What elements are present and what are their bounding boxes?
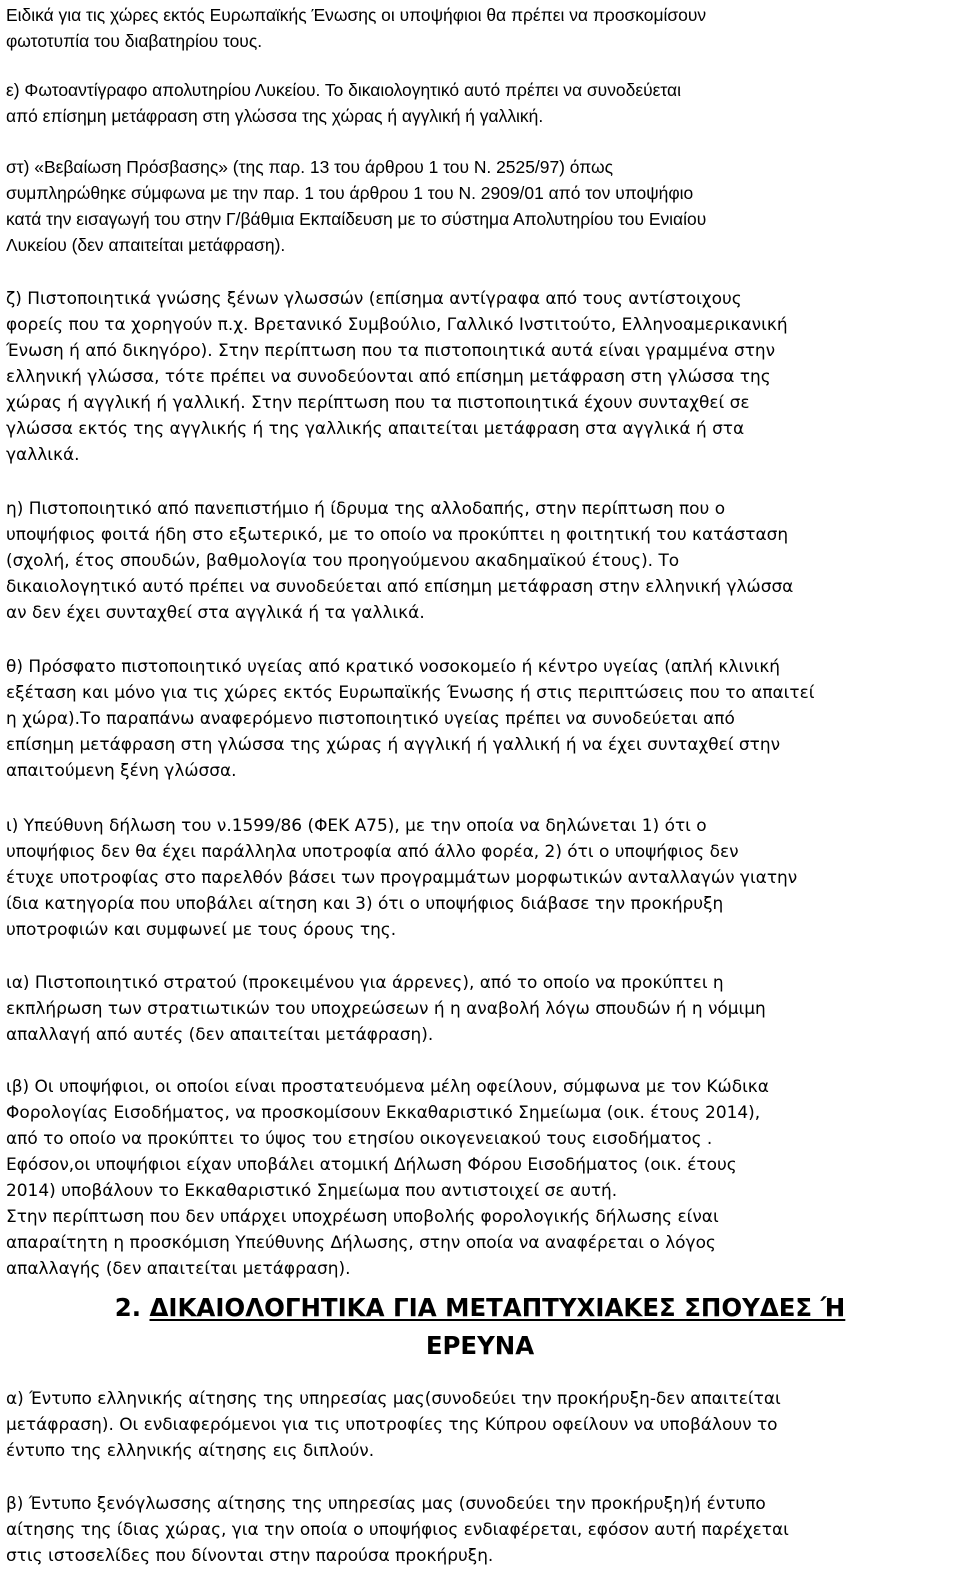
section-heading-postgraduate — [6, 1289, 954, 1365]
text-line: στ) «Βεβαίωση Πρόσβασης» (της παρ. 13 του άρθρου 1 του Ν. 2525/97) όπως — [6, 157, 614, 177]
text-line: εκπλήρωση των στρατιωτικών του υποχρεώσεων ή η αναβολή λόγω σπουδών ή η νόμιμη — [6, 998, 766, 1018]
text-line: ι) Υπεύθυνη δήλωση του ν.1599/86 (ΦΕΚ Α75), με την οποία να δηλώνεται 1) ότι ο — [6, 815, 707, 835]
text-line: δικαιολογητικό αυτό πρέπει να συνοδεύεται από επίσημη μετάφραση στην ελληνική γλώσσα — [6, 576, 794, 596]
paragraph-item-a — [6, 1385, 954, 1463]
text-line: Ειδικά για τις χώρες εκτός Ευρωπαϊκής Ένωσης οι υποψήφιοι θα πρέπει να προσκομίσουν — [6, 5, 707, 25]
text-line: Λυκείου (δεν απαιτείται μετάφραση). — [6, 235, 286, 255]
text-line: υποτροφιών και συμφωνεί με τους όρους της. — [6, 919, 397, 939]
heading-line-2: ΕΡΕΥΝΑ — [425, 1331, 535, 1360]
paragraph-item-th — [6, 653, 954, 783]
text-line: ε) Φωτοαντίγραφο απολυτηρίου Λυκείου. Το δικαιολογητικό αυτό πρέπει να συνοδεύεται — [6, 80, 682, 100]
paragraph-intro-passport — [6, 2, 954, 54]
text-line: απαραίτητη η προσκόμιση Υπεύθυνης Δήλωσης, στην οποία να αναφέρεται ο λόγος — [6, 1232, 716, 1252]
text-line: θ) Πρόσφατο πιστοποιητικό υγείας από κρατικό νοσοκομείο ή κέντρο υγείας (απλή κλινική — [6, 656, 781, 676]
text-line: φορείς που τα χορηγούν π.χ. Βρετανικό Συμβούλιο, Γαλλικό Ινστιτούτο, Ελληνοαμερικανική — [6, 314, 788, 334]
text-line: έντυπο της ελληνικής αίτησης εις διπλούν. — [6, 1440, 375, 1460]
paragraph-item-ib — [6, 1073, 954, 1281]
text-line: γλώσσα εκτός της αγγλικής ή της γαλλικής απαιτείται μετάφραση στα αγγλικά ή στα — [6, 418, 745, 438]
section-number: 2. — [114, 1293, 150, 1322]
text-line: απαλλαγή από αυτές (δεν απαιτείται μετάφραση). — [6, 1024, 434, 1044]
text-line: αίτησης της ίδιας χώρας, για την οποία ο υποψήφιος ενδιαφέρεται, εφόσον αυτή παρέχεται — [6, 1519, 789, 1539]
text-line: Στην περίπτωση που δεν υπάρχει υποχρέωση υποβολής φορολογικής δήλωσης είναι — [6, 1206, 719, 1226]
text-line: αν δεν έχει συνταχθεί στα αγγλικά ή τα γαλλικά. — [6, 602, 425, 622]
text-line: φωτοτυπία του διαβατηρίου τους. — [6, 31, 263, 51]
paragraph-item-st — [6, 154, 954, 258]
text-line: επίσημη μετάφραση στη γλώσσα της χώρας ή αγγλική ή γαλλική ή να έχει συνταχθεί στην — [6, 734, 781, 754]
text-line: (σχολή, έτος σπουδών, βαθμολογία του προηγούμενου ακαδημαϊκού έτους). Το — [6, 550, 680, 570]
text-line: ια) Πιστοποιητικό στρατού (προκειμένου για άρρενες), από το οποίο να προκύπτει η — [6, 972, 724, 992]
paragraph-item-i — [6, 495, 954, 625]
paragraph-item-iota — [6, 812, 954, 942]
text-line: έτυχε υποτροφίας στο παρελθόν βάσει των προγραμμάτων μορφωτικών ανταλλαγών γιατην — [6, 867, 798, 887]
text-line: εξέταση και μόνο για τις χώρες εκτός Ευρωπαϊκής Ένωσης ή στις περιπτώσεις που το απαιτεί — [6, 682, 815, 702]
text-line: α) Έντυπο ελληνικής αίτησης της υπηρεσίας μας(συνοδεύει την προκήρυξη-δεν απαιτείται — [6, 1388, 781, 1408]
text-line: ζ) Πιστοποιητικά γνώσης ξένων γλωσσών (επίσημα αντίγραφα από τους αντίστοιχους — [6, 288, 742, 308]
paragraph-item-b — [6, 1490, 954, 1568]
text-line: η) Πιστοποιητικό από πανεπιστήμιο ή ίδρυμα της αλλοδαπής, στην περίπτωση που ο — [6, 498, 726, 518]
text-line: υποψήφιος δεν θα έχει παράλληλα υποτροφία από άλλο φορέα, 2) ότι ο υποψήφιος δεν — [6, 841, 739, 861]
text-line: μετάφραση). Οι ενδιαφερόμενοι για τις υποτροφίες της Κύπρου οφείλουν να υποβάλουν το — [6, 1414, 778, 1434]
paragraph-item-e — [6, 77, 954, 129]
paragraph-item-z — [6, 285, 954, 467]
text-line: β) Έντυπο ξενόγλωσσης αίτησης της υπηρεσίας μας (συνοδεύει την προκήρυξη)ή έντυπο — [6, 1493, 766, 1513]
text-line: Εφόσον,οι υποψήφιοι είχαν υποβάλει ατομική Δήλωση Φόρου Εισοδήματος (οικ. έτους — [6, 1154, 737, 1174]
text-line: ιβ) Οι υποψήφιοι, οι οποίοι είναι προστατευόμενα μέλη οφείλουν, σύμφωνα με τον Κώδικα — [6, 1076, 769, 1096]
text-line: γαλλικά. — [6, 444, 80, 464]
text-line: χώρας ή αγγλική ή γαλλική. Στην περίπτωση που τα πιστοποιητικά έχουν συνταχθεί σε — [6, 392, 750, 412]
text-line: ίδια κατηγορία που υποβάλει αίτηση και 3) ότι ο υποψήφιος διάβασε την προκήρυξη — [6, 893, 724, 913]
section-title: ΔΙΚΑΙΟΛΟΓΗΤΙΚΑ ΓΙΑ ΜΕΤΑΠΤΥΧΙΑΚΕΣ ΣΠΟΥΔΕΣ Ή — [149, 1293, 846, 1322]
text-line: από επίσημη μετάφραση στη γλώσσα της χώρας ή αγγλική ή γαλλική. — [6, 106, 544, 126]
text-line: απαλλαγής (δεν απαιτείται μετάφραση). — [6, 1258, 351, 1278]
text-line: ελληνική γλώσσα, τότε πρέπει να συνοδεύονται από επίσημη μετάφραση στη γλώσσα της — [6, 366, 771, 386]
text-line: από το οποίο να προκύπτει το ύψος του ετησίου οικογενειακού τους εισοδήματος . — [6, 1128, 713, 1148]
text-line: στις ιστοσελίδες που δίνονται στην παρούσα προκήρυξη. — [6, 1545, 494, 1565]
text-line: κατά την εισαγωγή του στην Γ/βάθμια Εκπαίδευση με το σύστημα Απολυτηρίου του Ενιαίου — [6, 209, 707, 229]
text-line: Ένωση ή από δικηγόρο). Στην περίπτωση που τα πιστοποιητικά αυτά είναι γραμμένα στην — [6, 340, 776, 360]
text-line: 2014) υποβάλουν το Εκκαθαριστικό Σημείωμα που αντιστοιχεί σε αυτή. — [6, 1180, 618, 1200]
text-line: η χώρα).Το παραπάνω αναφερόμενο πιστοποιητικό υγείας πρέπει να συνοδεύεται από — [6, 708, 735, 728]
text-line: υποψήφιος φοιτά ήδη στο εξωτερικό, με το οποίο να προκύπτει η φοιτητική του κατάσταση — [6, 524, 789, 544]
text-line: Φορολογίας Εισοδήματος, να προσκομίσουν Εκκαθαριστικό Σημείωμα (οικ. έτους 2014), — [6, 1102, 761, 1122]
text-line: συμπληρώθηκε σύμφωνα με την παρ. 1 του άρθρου 1 του Ν. 2909/01 από τον υποψήφιο — [6, 183, 694, 203]
paragraph-item-ia — [6, 969, 954, 1047]
text-line: απαιτούμενη ξένη γλώσσα. — [6, 760, 237, 780]
heading-line-1 — [6, 1289, 954, 1327]
